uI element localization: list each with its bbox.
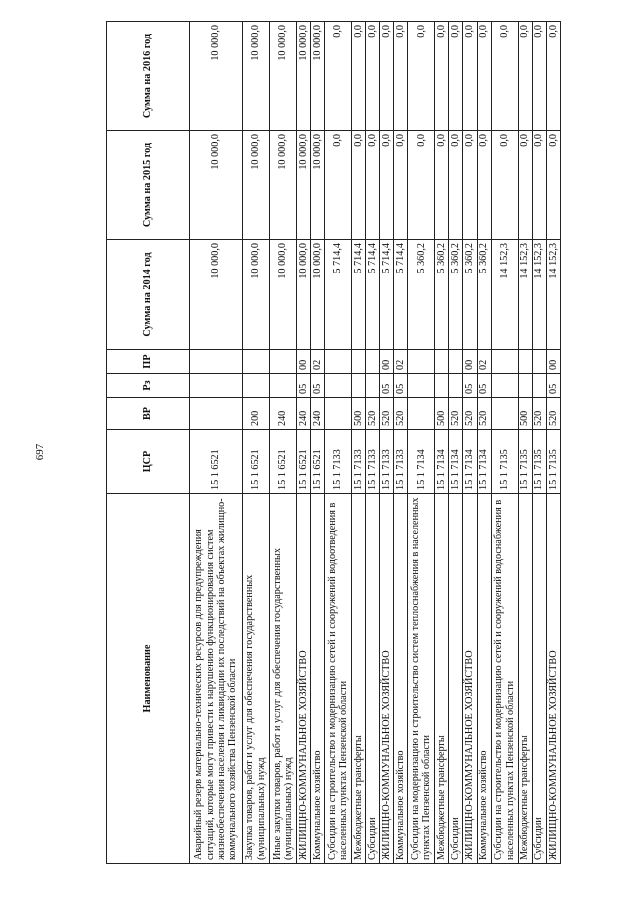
cell-pr [242, 350, 269, 374]
cell-sum-2015: 0,0 [366, 131, 380, 240]
cell-sum-2014: 10 000,0 [311, 240, 325, 350]
cell-sum-2016: 10 000,0 [311, 22, 325, 131]
table-row [269, 22, 296, 864]
cell-csr: 15 1 7134 [435, 430, 449, 494]
cell-sum-2016: 10 000,0 [296, 22, 310, 131]
cell-rz [366, 374, 380, 398]
cell-name: Коммунальное хозяйство [311, 494, 325, 864]
header-sum-2016: Сумма на 2016 год [107, 22, 190, 131]
cell-rz [518, 374, 532, 398]
table-row [366, 22, 380, 864]
table-row [491, 22, 518, 864]
cell-vr: 520 [394, 398, 408, 430]
cell-sum-2014: 10 000,0 [269, 240, 296, 350]
cell-sum-2014: 5 360,2 [477, 240, 491, 350]
cell-rz: 05 [394, 374, 408, 398]
cell-vr: 500 [435, 398, 449, 430]
cell-sum-2015: 0,0 [532, 131, 546, 240]
cell-name: Субсидии на строительство и модернизацию сетей и сооружений водоснабжения в населенных пунктах Пензенской области [491, 494, 518, 864]
cell-sum-2016: 10 000,0 [269, 22, 296, 131]
cell-rz: 05 [311, 374, 325, 398]
cell-name: Межбюджетные трансферты [352, 494, 366, 864]
cell-pr: 00 [546, 350, 560, 374]
budget-table [106, 21, 561, 864]
cell-rz [352, 374, 366, 398]
cell-sum-2016: 0,0 [435, 22, 449, 131]
table-row [242, 22, 269, 864]
cell-pr: 00 [296, 350, 310, 374]
cell-name: Иные закупки товаров, работ и услуг для обеспечения государственных (муниципальных) нужд [269, 494, 296, 864]
cell-sum-2015: 0,0 [435, 131, 449, 240]
header-csr: ЦСР [107, 430, 190, 494]
cell-pr [352, 350, 366, 374]
cell-sum-2016: 0,0 [352, 22, 366, 131]
header-pr: ПР [107, 350, 190, 374]
rotated-page-content [106, 22, 561, 864]
cell-vr: 520 [366, 398, 380, 430]
cell-csr: 15 1 7134 [477, 430, 491, 494]
cell-name: ЖИЛИЩНО-КОММУНАЛЬНОЕ ХОЗЯЙСТВО [296, 494, 310, 864]
cell-sum-2014: 5 714,4 [380, 240, 394, 350]
table-row [296, 22, 310, 864]
cell-sum-2016: 0,0 [546, 22, 560, 131]
cell-sum-2014: 5 360,2 [449, 240, 463, 350]
cell-pr [269, 350, 296, 374]
cell-pr [532, 350, 546, 374]
cell-sum-2015: 10 000,0 [190, 131, 243, 240]
cell-name: Субсидии на строительство и модернизацию сетей и сооружений водоотведения в населенных пунктах Пензенской области [325, 494, 352, 864]
header-vr: ВР [107, 398, 190, 430]
cell-csr: 15 1 7134 [463, 430, 477, 494]
cell-rz [325, 374, 352, 398]
cell-sum-2015: 0,0 [477, 131, 491, 240]
header-sum-2015: Сумма на 2015 год [107, 131, 190, 240]
cell-name: ЖИЛИЩНО-КОММУНАЛЬНОЕ ХОЗЯЙСТВО [546, 494, 560, 864]
cell-name: Коммунальное хозяйство [477, 494, 491, 864]
cell-name: Межбюджетные трансферты [518, 494, 532, 864]
cell-sum-2014: 5 714,4 [394, 240, 408, 350]
cell-sum-2015: 0,0 [408, 131, 435, 240]
cell-csr: 15 1 7133 [325, 430, 352, 494]
cell-sum-2015: 0,0 [546, 131, 560, 240]
cell-pr [408, 350, 435, 374]
cell-rz [449, 374, 463, 398]
cell-sum-2014: 10 000,0 [190, 240, 243, 350]
cell-rz: 05 [380, 374, 394, 398]
cell-sum-2014: 14 152,3 [491, 240, 518, 350]
cell-sum-2014: 5 360,2 [408, 240, 435, 350]
table-row [546, 22, 560, 864]
cell-name: ЖИЛИЩНО-КОММУНАЛЬНОЕ ХОЗЯЙСТВО [463, 494, 477, 864]
cell-csr: 15 1 7134 [408, 430, 435, 494]
cell-rz [408, 374, 435, 398]
cell-pr: 00 [380, 350, 394, 374]
cell-pr: 00 [463, 350, 477, 374]
cell-pr: 02 [394, 350, 408, 374]
cell-pr: 02 [311, 350, 325, 374]
cell-rz: 05 [477, 374, 491, 398]
cell-name: Субсидии [366, 494, 380, 864]
cell-vr [325, 398, 352, 430]
cell-pr [325, 350, 352, 374]
cell-sum-2015: 0,0 [491, 131, 518, 240]
cell-csr: 15 1 6521 [190, 430, 243, 494]
cell-name: Коммунальное хозяйство [394, 494, 408, 864]
cell-csr: 15 1 7134 [449, 430, 463, 494]
table-row [449, 22, 463, 864]
cell-sum-2016: 0,0 [463, 22, 477, 131]
cell-name: Закупка товаров, работ и услуг для обеспечения государственных (муниципальных) нужд [242, 494, 269, 864]
cell-csr: 15 1 7135 [491, 430, 518, 494]
cell-sum-2016: 10 000,0 [190, 22, 243, 131]
cell-csr: 15 1 7133 [366, 430, 380, 494]
cell-csr: 15 1 7133 [394, 430, 408, 494]
cell-sum-2015: 0,0 [352, 131, 366, 240]
table-row [435, 22, 449, 864]
cell-sum-2016: 0,0 [477, 22, 491, 131]
cell-rz [532, 374, 546, 398]
cell-sum-2014: 14 152,3 [532, 240, 546, 350]
cell-vr: 520 [449, 398, 463, 430]
cell-rz [190, 374, 243, 398]
cell-sum-2015: 0,0 [394, 131, 408, 240]
cell-csr: 15 1 7133 [352, 430, 366, 494]
table-row [394, 22, 408, 864]
table-row [532, 22, 546, 864]
table-row [352, 22, 366, 864]
cell-sum-2014: 10 000,0 [242, 240, 269, 350]
cell-sum-2016: 0,0 [325, 22, 352, 131]
table-row [380, 22, 394, 864]
cell-csr: 15 1 7135 [546, 430, 560, 494]
cell-sum-2014: 5 714,4 [352, 240, 366, 350]
cell-sum-2016: 0,0 [518, 22, 532, 131]
cell-sum-2015: 0,0 [518, 131, 532, 240]
cell-name: ЖИЛИЩНО-КОММУНАЛЬНОЕ ХОЗЯЙСТВО [380, 494, 394, 864]
cell-vr: 520 [463, 398, 477, 430]
cell-sum-2015: 10 000,0 [269, 131, 296, 240]
cell-sum-2016: 0,0 [491, 22, 518, 131]
cell-pr [190, 350, 243, 374]
cell-csr: 15 1 6521 [311, 430, 325, 494]
header-name: Наименование [107, 494, 190, 864]
table-row [463, 22, 477, 864]
header-rz: Рз [107, 374, 190, 398]
cell-sum-2015: 0,0 [325, 131, 352, 240]
cell-sum-2015: 10 000,0 [296, 131, 310, 240]
cell-sum-2015: 0,0 [380, 131, 394, 240]
cell-sum-2015: 0,0 [463, 131, 477, 240]
cell-rz [491, 374, 518, 398]
cell-vr: 200 [242, 398, 269, 430]
cell-pr [435, 350, 449, 374]
cell-sum-2015: 10 000,0 [242, 131, 269, 240]
cell-vr: 500 [352, 398, 366, 430]
header-sum-2014: Сумма на 2014 год [107, 240, 190, 350]
cell-csr: 15 1 7135 [532, 430, 546, 494]
cell-vr: 240 [296, 398, 310, 430]
table-row [518, 22, 532, 864]
cell-vr: 520 [532, 398, 546, 430]
header-row [107, 22, 190, 864]
cell-csr: 15 1 6521 [296, 430, 310, 494]
cell-pr [366, 350, 380, 374]
cell-name: Субсидии на модернизацию и строительство систем теплоснабжения в населенных пунктах Пензенской области [408, 494, 435, 864]
cell-rz: 05 [296, 374, 310, 398]
cell-vr: 520 [477, 398, 491, 430]
cell-sum-2015: 10 000,0 [311, 131, 325, 240]
cell-sum-2014: 10 000,0 [296, 240, 310, 350]
cell-name: Субсидии [449, 494, 463, 864]
cell-csr: 15 1 7135 [518, 430, 532, 494]
cell-sum-2014: 14 152,3 [518, 240, 532, 350]
cell-sum-2014: 5 360,2 [435, 240, 449, 350]
cell-pr [449, 350, 463, 374]
cell-rz [269, 374, 296, 398]
cell-vr: 240 [311, 398, 325, 430]
cell-sum-2016: 0,0 [380, 22, 394, 131]
cell-vr: 500 [518, 398, 532, 430]
cell-vr: 520 [380, 398, 394, 430]
cell-csr: 15 1 6521 [242, 430, 269, 494]
cell-sum-2016: 0,0 [366, 22, 380, 131]
cell-csr: 15 1 7133 [380, 430, 394, 494]
cell-sum-2016: 0,0 [394, 22, 408, 131]
table-row [408, 22, 435, 864]
cell-pr [518, 350, 532, 374]
cell-pr: 02 [477, 350, 491, 374]
cell-name: Субсидии [532, 494, 546, 864]
cell-vr [190, 398, 243, 430]
cell-sum-2016: 0,0 [408, 22, 435, 131]
cell-rz [242, 374, 269, 398]
cell-vr [408, 398, 435, 430]
cell-sum-2014: 14 152,3 [546, 240, 560, 350]
cell-rz [435, 374, 449, 398]
cell-sum-2014: 5 360,2 [463, 240, 477, 350]
cell-sum-2014: 5 714,4 [325, 240, 352, 350]
cell-sum-2016: 0,0 [532, 22, 546, 131]
cell-name: Аварийный резерв материально-технических ресурсов для предупреждения ситуаций, которые могут привести к нарушению функционирования систем жизнеобеспечения населения и ликвидации их последствий на объектах жилищно-коммунального хозяйства Пензенской области [190, 494, 243, 864]
cell-sum-2014: 5 714,4 [366, 240, 380, 350]
cell-sum-2015: 0,0 [449, 131, 463, 240]
cell-sum-2016: 0,0 [449, 22, 463, 131]
table-row [190, 22, 243, 864]
cell-vr: 520 [546, 398, 560, 430]
cell-vr: 240 [269, 398, 296, 430]
cell-rz: 05 [463, 374, 477, 398]
table-row [477, 22, 491, 864]
cell-csr: 15 1 6521 [269, 430, 296, 494]
table-row [325, 22, 352, 864]
cell-name: Межбюджетные трансферты [435, 494, 449, 864]
table-row [311, 22, 325, 864]
cell-vr [491, 398, 518, 430]
cell-pr [491, 350, 518, 374]
cell-rz: 05 [546, 374, 560, 398]
page-number: 697 [34, 443, 46, 461]
cell-sum-2016: 10 000,0 [242, 22, 269, 131]
